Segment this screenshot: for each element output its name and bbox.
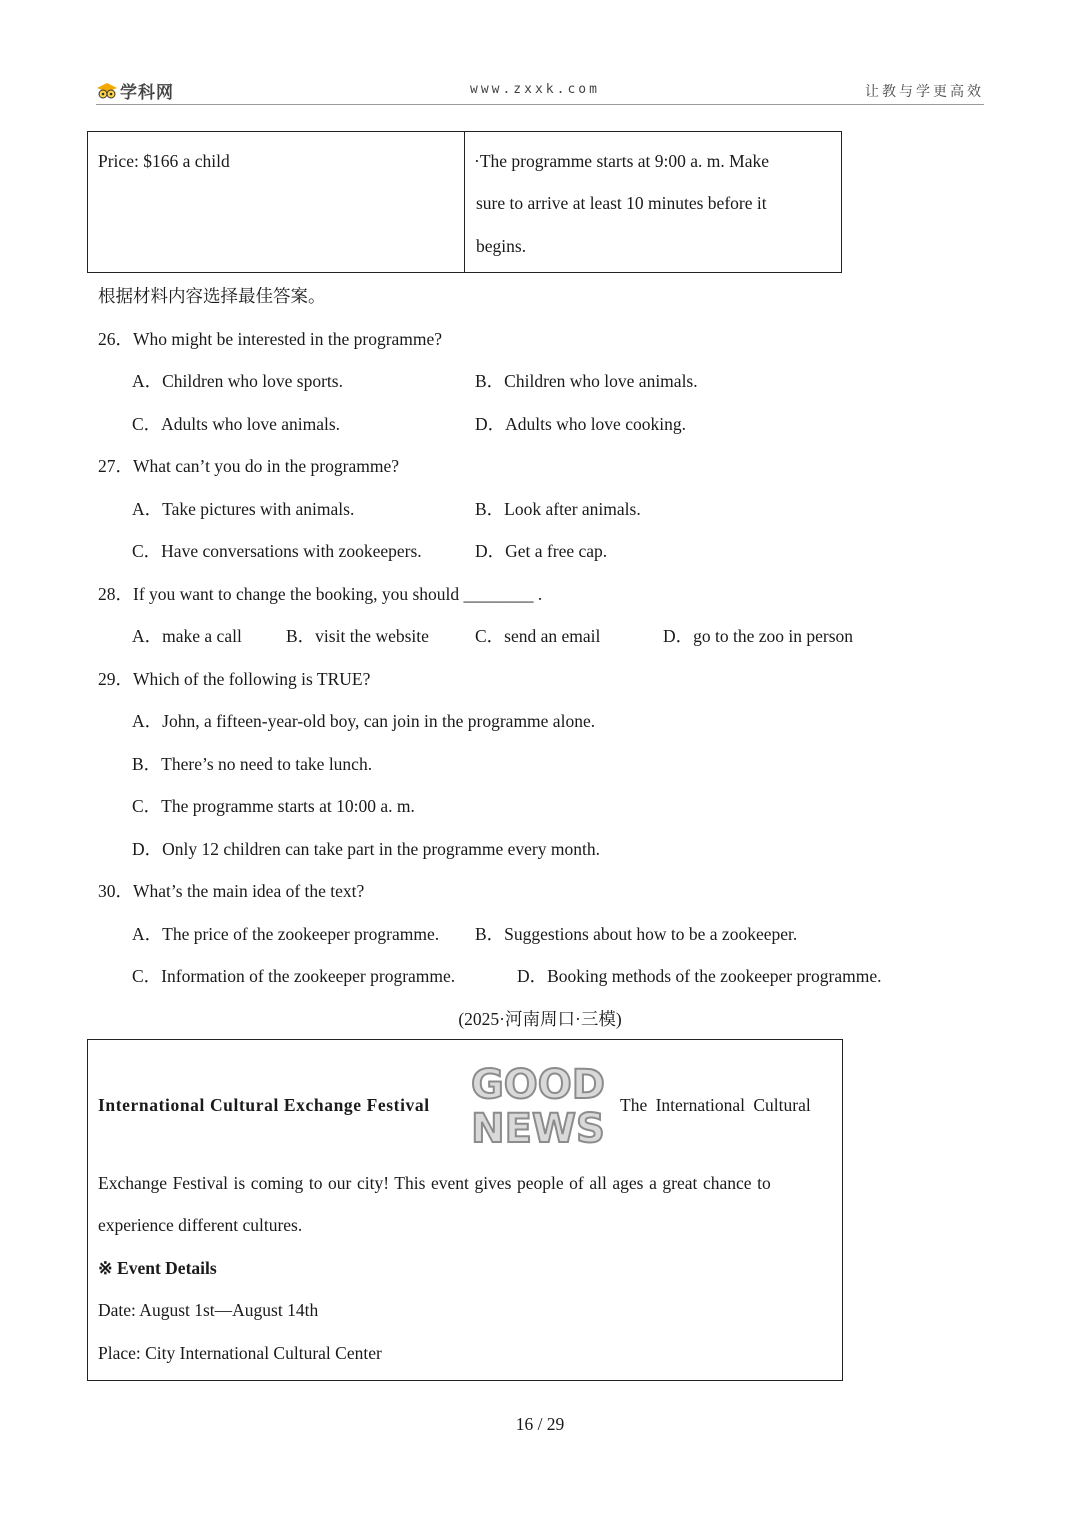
passage-intro-line: Exchange Festival is coming to our city! This event gives people of all ages a great chance to — [98, 1173, 771, 1193]
option-b[interactable]: B．Suggestions about how to be a zookeeper. — [475, 924, 798, 944]
graduation-cap-icon — [96, 82, 118, 100]
site-slogan: 让教与学更高效 — [865, 84, 984, 100]
option-d[interactable]: D．go to the zoo in person — [663, 626, 854, 646]
option-d[interactable]: D．Booking methods of the zookeeper programme. — [517, 966, 882, 986]
table-divider — [464, 132, 465, 272]
option-d[interactable]: D．Adults who love cooking. — [475, 414, 686, 434]
source-label: (2025·河南周口·三模) — [458, 1009, 622, 1029]
schedule-cell-line: sure to arrive at least 10 minutes before it — [476, 193, 767, 213]
event-details-heading: ※ Event Details — [98, 1258, 217, 1278]
option-b[interactable]: B．Children who love animals. — [475, 371, 698, 391]
event-date: Date: August 1st—August 14th — [98, 1300, 319, 1320]
passage-box — [87, 1039, 843, 1381]
passage-title: International Cultural Exchange Festival — [98, 1095, 430, 1115]
question-stem: 29．Which of the following is TRUE? — [98, 669, 371, 689]
event-place: Place: City International Cultural Center — [98, 1343, 382, 1363]
good-news-line: GOOD — [470, 1062, 606, 1108]
question-stem: 30．What’s the main idea of the text? — [98, 881, 365, 901]
site-logo[interactable] — [96, 78, 174, 103]
option-a[interactable]: A．Children who love sports. — [132, 371, 343, 391]
option-b[interactable]: B．Look after animals. — [475, 499, 641, 519]
page-header — [96, 74, 984, 105]
passage-intro-start: The International Cultural — [620, 1095, 811, 1115]
question-stem: 27．What can’t you do in the programme? — [98, 456, 399, 476]
option-c[interactable]: C．Adults who love animals. — [132, 414, 341, 434]
logo-text: 学科网 — [120, 83, 174, 103]
site-url[interactable]: www.zxxk.com — [470, 82, 600, 97]
good-news-image — [468, 1058, 608, 1146]
question-stem: 28．If you want to change the booking, you should ________ . — [98, 584, 543, 604]
price-cell: Price: $166 a child — [98, 151, 230, 171]
instruction-text: 根据材料内容选择最佳答案。 — [98, 286, 326, 306]
option-d[interactable]: D．Get a free cap. — [475, 541, 608, 561]
option-c[interactable]: C．The programme starts at 10:00 a. m. — [132, 796, 415, 816]
question-stem: 26．Who might be interested in the programme? — [98, 329, 443, 349]
option-a[interactable]: A．make a call — [132, 626, 242, 646]
option-c[interactable]: C．send an email — [475, 626, 601, 646]
page-number: 16 / 29 — [515, 1414, 565, 1434]
passage-intro-line: experience different cultures. — [98, 1215, 303, 1235]
option-a[interactable]: A．Take pictures with animals. — [132, 499, 355, 519]
option-a[interactable]: A．The price of the zookeeper programme. — [132, 924, 440, 944]
schedule-cell-line: begins. — [476, 236, 527, 256]
schedule-cell-line: ·The programme starts at 9:00 a. m. Make — [474, 151, 769, 171]
option-b[interactable]: B．There’s no need to take lunch. — [132, 754, 373, 774]
option-b[interactable]: B．visit the website — [286, 626, 429, 646]
option-c[interactable]: C．Have conversations with zookeepers. — [132, 541, 422, 561]
option-c[interactable]: C．Information of the zookeeper programme. — [132, 966, 456, 986]
option-a[interactable]: A．John, a fifteen-year-old boy, can join in the programme alone. — [132, 711, 596, 731]
option-d[interactable]: D．Only 12 children can take part in the programme every month. — [132, 839, 600, 859]
good-news-line: NEWS — [471, 1106, 605, 1146]
